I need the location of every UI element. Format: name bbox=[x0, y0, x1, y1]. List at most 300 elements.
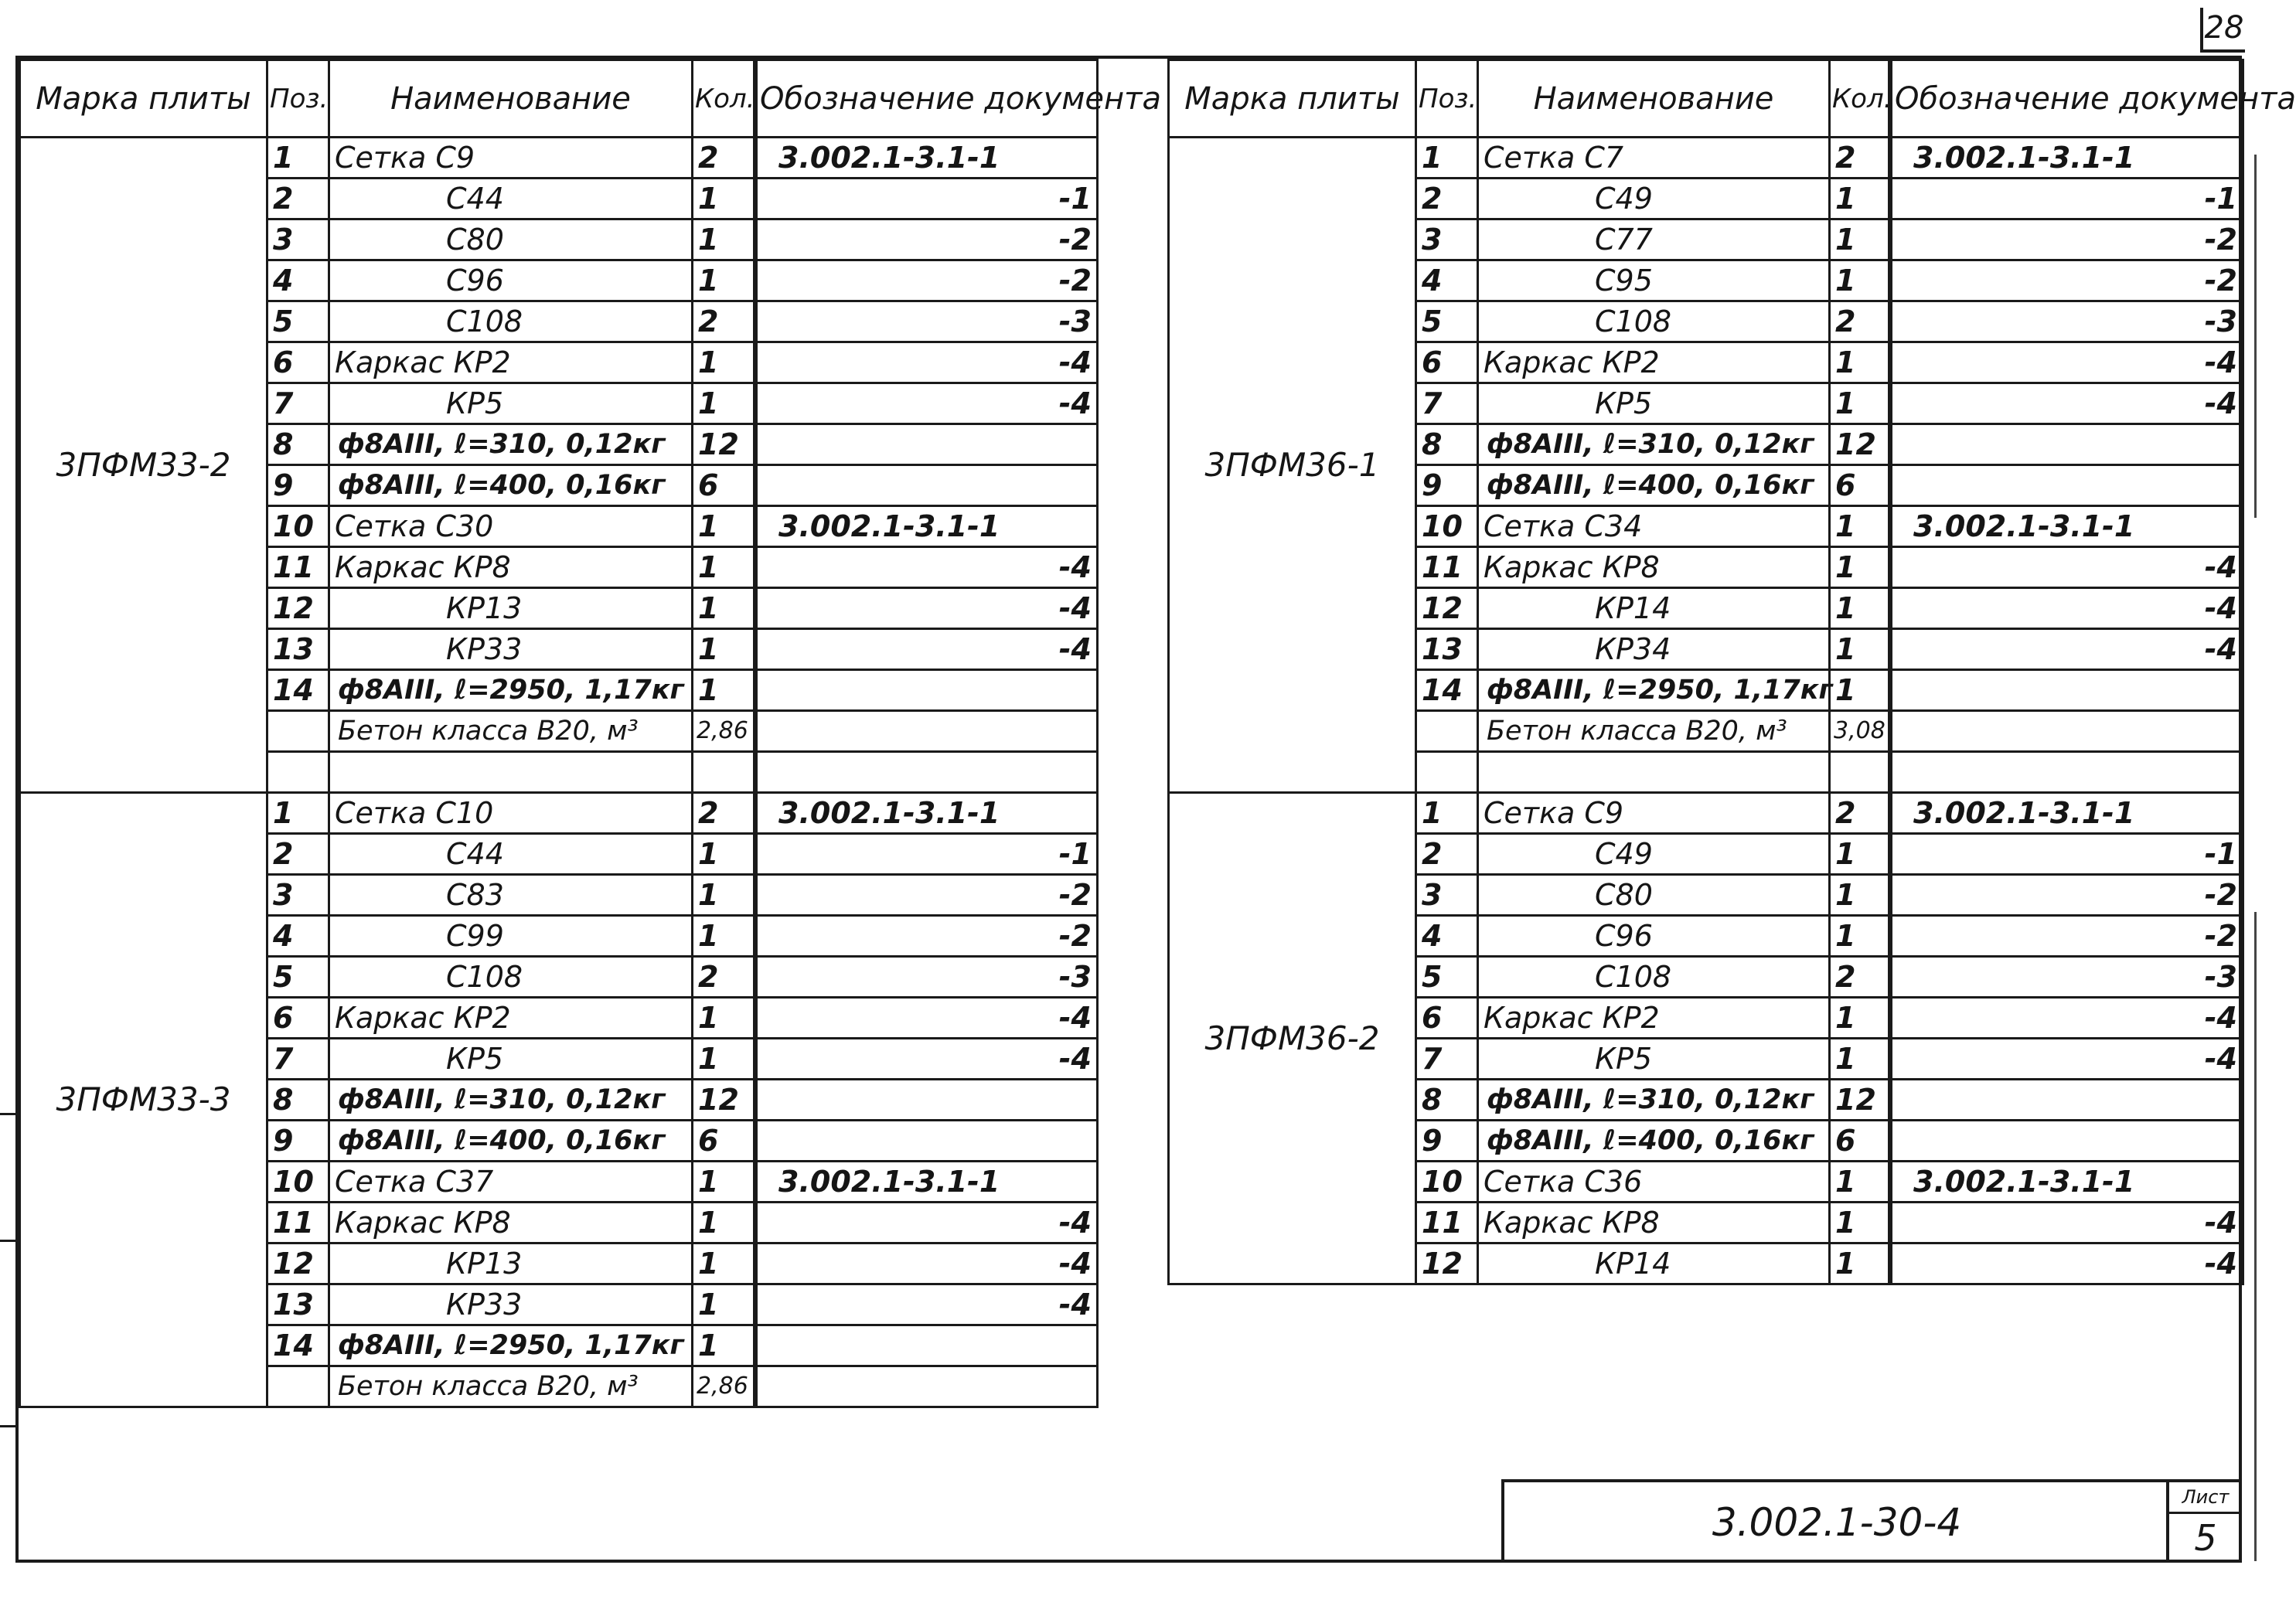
header-mark: Марка плиты bbox=[20, 60, 267, 138]
name-cell: КР14 bbox=[1478, 588, 1830, 629]
quantity-cell: 1 bbox=[1830, 588, 1892, 629]
name-cell: ф8АIII, ℓ=310, 0,12кг bbox=[329, 1080, 693, 1121]
name-cell: Каркас КР2 bbox=[329, 998, 693, 1039]
quantity-cell: 1 bbox=[693, 588, 757, 629]
document-cell: -4 bbox=[755, 629, 1098, 670]
quantity-cell: 6 bbox=[1830, 1121, 1892, 1162]
position-cell: 2 bbox=[267, 834, 329, 875]
document-cell: -4 bbox=[755, 1243, 1098, 1284]
position-cell: 7 bbox=[1416, 383, 1478, 424]
position-cell: 1 bbox=[1416, 793, 1478, 834]
position-cell: 3 bbox=[267, 219, 329, 260]
plate-mark: 3ПФМ36-2 bbox=[1169, 793, 1416, 1284]
quantity-cell: 1 bbox=[1830, 1039, 1892, 1080]
margin-tick bbox=[0, 1240, 17, 1242]
table-row bbox=[1889, 916, 2243, 957]
position-cell: 1 bbox=[267, 138, 329, 179]
name-cell bbox=[1478, 752, 1830, 793]
name-cell: КР34 bbox=[1478, 629, 1830, 670]
name-cell: КР5 bbox=[329, 1039, 693, 1080]
table-row bbox=[1889, 998, 2243, 1039]
name-cell: С96 bbox=[329, 260, 693, 301]
position-cell: 8 bbox=[267, 424, 329, 465]
name-cell: Бетон класса В20, м³ bbox=[1478, 711, 1830, 752]
quantity-cell bbox=[1830, 752, 1892, 793]
position-cell: 11 bbox=[267, 547, 329, 588]
table-row bbox=[1889, 711, 2243, 752]
name-cell: КР5 bbox=[1478, 1039, 1830, 1080]
document-cell: -4 bbox=[755, 547, 1098, 588]
name-cell: С80 bbox=[329, 219, 693, 260]
document-cell bbox=[1889, 465, 2243, 506]
name-cell: Сетка С34 bbox=[1478, 506, 1830, 547]
document-cell: -2 bbox=[1889, 219, 2243, 260]
table-row bbox=[1889, 875, 2243, 916]
document-code: 3.002.1-30-4 bbox=[1712, 1500, 1962, 1545]
table-row bbox=[755, 1366, 1098, 1407]
position-cell: 10 bbox=[1416, 1162, 1478, 1203]
position-cell: 4 bbox=[1416, 916, 1478, 957]
quantity-cell: 1 bbox=[1830, 219, 1892, 260]
table-row bbox=[1889, 138, 2243, 179]
plate-mark: 3ПФМ33-3 bbox=[20, 793, 267, 1407]
quantity-cell: 1 bbox=[693, 1039, 757, 1080]
document-cell: -2 bbox=[1889, 875, 2243, 916]
document-cell bbox=[755, 1325, 1098, 1366]
name-cell bbox=[329, 752, 693, 793]
position-cell: 6 bbox=[1416, 998, 1478, 1039]
table-row bbox=[755, 383, 1098, 424]
position-cell: 13 bbox=[267, 629, 329, 670]
table-row bbox=[755, 916, 1098, 957]
quantity-cell: 1 bbox=[1830, 998, 1892, 1039]
document-cell: -4 bbox=[755, 383, 1098, 424]
position-cell bbox=[1416, 752, 1478, 793]
position-cell: 6 bbox=[1416, 342, 1478, 383]
document-cell bbox=[755, 670, 1098, 711]
document-cell bbox=[1889, 1080, 2243, 1121]
document-cell bbox=[1889, 711, 2243, 752]
position-cell: 9 bbox=[1416, 1121, 1478, 1162]
table-row bbox=[1889, 793, 2243, 834]
position-cell: 8 bbox=[1416, 424, 1478, 465]
table-row bbox=[1169, 793, 1892, 834]
document-cell: -4 bbox=[1889, 1243, 2243, 1284]
table-row bbox=[1889, 424, 2243, 465]
name-cell: КР13 bbox=[329, 1243, 693, 1284]
quantity-cell: 1 bbox=[1830, 1203, 1892, 1243]
name-cell: ф8АIII, ℓ=2950, 1,17кг bbox=[329, 670, 693, 711]
position-cell: 1 bbox=[1416, 138, 1478, 179]
table-row bbox=[1889, 1039, 2243, 1080]
name-cell: Каркас КР8 bbox=[329, 1203, 693, 1243]
position-cell: 12 bbox=[267, 588, 329, 629]
document-cell: -3 bbox=[1889, 957, 2243, 998]
position-cell: 10 bbox=[267, 506, 329, 547]
quantity-cell: 1 bbox=[693, 342, 757, 383]
document-cell: -2 bbox=[755, 916, 1098, 957]
document-cell: -1 bbox=[755, 834, 1098, 875]
table-row bbox=[755, 506, 1098, 547]
document-cell: -3 bbox=[755, 957, 1098, 998]
document-cell bbox=[755, 1366, 1098, 1407]
title-block bbox=[1501, 1479, 2242, 1563]
name-cell: ф8АIII, ℓ=310, 0,12кг bbox=[1478, 1080, 1830, 1121]
position-cell: 11 bbox=[1416, 1203, 1478, 1243]
document-cell bbox=[755, 424, 1098, 465]
header-doc: Обозначение документа bbox=[755, 60, 1098, 138]
quantity-cell: 2 bbox=[1830, 793, 1892, 834]
table-row bbox=[755, 1080, 1098, 1121]
table-row bbox=[755, 793, 1098, 834]
quantity-cell: 1 bbox=[693, 834, 757, 875]
table-row bbox=[1889, 1243, 2243, 1284]
document-cell: -4 bbox=[1889, 547, 2243, 588]
document-cell: -2 bbox=[755, 219, 1098, 260]
table-row bbox=[1889, 588, 2243, 629]
table-row bbox=[755, 752, 1098, 793]
document-cell: -3 bbox=[755, 301, 1098, 342]
header-qty: Кол. bbox=[693, 60, 757, 138]
table-row bbox=[1889, 1121, 2243, 1162]
position-cell: 6 bbox=[267, 998, 329, 1039]
document-cell: -4 bbox=[1889, 588, 2243, 629]
name-cell: С49 bbox=[1478, 179, 1830, 219]
quantity-cell: 1 bbox=[693, 998, 757, 1039]
name-cell: С44 bbox=[329, 179, 693, 219]
document-cell: -4 bbox=[755, 1039, 1098, 1080]
margin-tick bbox=[0, 1425, 17, 1427]
position-cell: 2 bbox=[1416, 179, 1478, 219]
name-cell: С108 bbox=[329, 301, 693, 342]
document-cell: -1 bbox=[1889, 834, 2243, 875]
quantity-cell: 2 bbox=[693, 301, 757, 342]
name-cell: КР33 bbox=[329, 629, 693, 670]
position-cell: 2 bbox=[1416, 834, 1478, 875]
table-row bbox=[1889, 383, 2243, 424]
specification-table-right bbox=[1167, 59, 1892, 1285]
quantity-cell: 2 bbox=[1830, 138, 1892, 179]
document-cell: -4 bbox=[755, 588, 1098, 629]
position-cell: 10 bbox=[1416, 506, 1478, 547]
name-cell: Сетка С37 bbox=[329, 1162, 693, 1203]
position-cell: 12 bbox=[267, 1243, 329, 1284]
name-cell: ф8АIII, ℓ=310, 0,12кг bbox=[329, 424, 693, 465]
quantity-cell: 6 bbox=[693, 1121, 757, 1162]
quantity-cell: 1 bbox=[1830, 670, 1892, 711]
document-cell: -4 bbox=[1889, 383, 2243, 424]
quantity-cell: 1 bbox=[1830, 916, 1892, 957]
quantity-cell: 1 bbox=[693, 1203, 757, 1243]
position-cell: 8 bbox=[267, 1080, 329, 1121]
table-row bbox=[755, 588, 1098, 629]
margin-tick bbox=[0, 1113, 17, 1115]
quantity-cell: 1 bbox=[693, 629, 757, 670]
sheet-box bbox=[2166, 1482, 2242, 1563]
table-row bbox=[755, 547, 1098, 588]
quantity-cell: 1 bbox=[693, 1162, 757, 1203]
header-pos: Поз. bbox=[267, 60, 329, 138]
quantity-cell: 1 bbox=[693, 506, 757, 547]
quantity-cell: 6 bbox=[693, 465, 757, 506]
quantity-cell: 2,86 bbox=[693, 1366, 757, 1407]
document-cell bbox=[755, 1080, 1098, 1121]
table-row bbox=[755, 711, 1098, 752]
header-name: Наименование bbox=[329, 60, 693, 138]
table-row bbox=[755, 1162, 1098, 1203]
name-cell: ф8АIII, ℓ=2950, 1,17кг bbox=[329, 1325, 693, 1366]
document-cell: 3.002.1-3.1-1 bbox=[755, 793, 1098, 834]
position-cell: 11 bbox=[267, 1203, 329, 1243]
quantity-cell: 1 bbox=[693, 916, 757, 957]
quantity-cell: 1 bbox=[693, 1243, 757, 1284]
sheet-number: 5 bbox=[2194, 1517, 2217, 1559]
position-cell: 4 bbox=[267, 260, 329, 301]
quantity-cell: 1 bbox=[1830, 260, 1892, 301]
quantity-cell: 12 bbox=[693, 424, 757, 465]
document-cell: 3.002.1-3.1-1 bbox=[1889, 793, 2243, 834]
document-cell: -2 bbox=[1889, 916, 2243, 957]
table-row bbox=[1889, 670, 2243, 711]
position-cell: 12 bbox=[1416, 1243, 1478, 1284]
edge-mark bbox=[2254, 912, 2257, 1561]
table-row bbox=[1889, 547, 2243, 588]
quantity-cell: 12 bbox=[1830, 424, 1892, 465]
name-cell: С108 bbox=[1478, 957, 1830, 998]
position-cell: 9 bbox=[267, 1121, 329, 1162]
table-row bbox=[755, 138, 1098, 179]
position-cell bbox=[267, 1366, 329, 1407]
quantity-cell: 1 bbox=[693, 219, 757, 260]
document-cell: -4 bbox=[1889, 1203, 2243, 1243]
header-pos: Поз. bbox=[1416, 60, 1478, 138]
position-cell: 14 bbox=[267, 670, 329, 711]
name-cell: Сетка С9 bbox=[1478, 793, 1830, 834]
position-cell bbox=[267, 752, 329, 793]
document-cell: -1 bbox=[755, 179, 1098, 219]
quantity-cell: 1 bbox=[693, 1325, 757, 1366]
document-cell: -4 bbox=[1889, 629, 2243, 670]
name-cell: ф8АIII, ℓ=400, 0,16кг bbox=[329, 1121, 693, 1162]
quantity-cell: 1 bbox=[1830, 1162, 1892, 1203]
quantity-cell: 1 bbox=[1830, 506, 1892, 547]
position-cell: 14 bbox=[1416, 670, 1478, 711]
quantity-cell: 1 bbox=[1830, 1243, 1892, 1284]
position-cell bbox=[1416, 711, 1478, 752]
table-row bbox=[755, 301, 1098, 342]
name-cell: Каркас КР8 bbox=[1478, 1203, 1830, 1243]
specification-table-right-doc bbox=[1888, 59, 2296, 1285]
position-cell: 4 bbox=[267, 916, 329, 957]
name-cell: Каркас КР8 bbox=[329, 547, 693, 588]
position-cell: 13 bbox=[1416, 629, 1478, 670]
table-row bbox=[1889, 1203, 2243, 1243]
name-cell: С49 bbox=[1478, 834, 1830, 875]
table-header-row bbox=[755, 60, 1098, 138]
name-cell: ф8АIII, ℓ=400, 0,16кг bbox=[329, 465, 693, 506]
position-cell: 4 bbox=[1416, 260, 1478, 301]
position-cell bbox=[267, 711, 329, 752]
name-cell: С99 bbox=[329, 916, 693, 957]
position-cell: 9 bbox=[267, 465, 329, 506]
document-cell: -2 bbox=[1889, 260, 2243, 301]
header-name: Наименование bbox=[1478, 60, 1830, 138]
table-row bbox=[755, 342, 1098, 383]
document-cell bbox=[755, 711, 1098, 752]
specification-table-left-doc bbox=[753, 59, 1161, 1408]
document-cell: 3.002.1-3.1-1 bbox=[755, 138, 1098, 179]
table-row bbox=[755, 179, 1098, 219]
name-cell: С108 bbox=[1478, 301, 1830, 342]
quantity-cell: 1 bbox=[693, 383, 757, 424]
table-row bbox=[755, 875, 1098, 916]
document-cell: 3.002.1-3.1-1 bbox=[1889, 138, 2243, 179]
table-row bbox=[1889, 752, 2243, 793]
table-row bbox=[1169, 138, 1892, 179]
quantity-cell bbox=[693, 752, 757, 793]
table-row bbox=[1889, 834, 2243, 875]
document-cell bbox=[1889, 1121, 2243, 1162]
position-cell: 5 bbox=[1416, 957, 1478, 998]
table-row bbox=[755, 1284, 1098, 1325]
document-cell bbox=[1889, 752, 2243, 793]
table-row bbox=[1889, 629, 2243, 670]
quantity-cell: 2 bbox=[693, 957, 757, 998]
table-row bbox=[1889, 1080, 2243, 1121]
table-row bbox=[755, 1325, 1098, 1366]
table-header-row bbox=[1889, 60, 2243, 138]
document-cell: -3 bbox=[1889, 301, 2243, 342]
document-cell: -2 bbox=[755, 875, 1098, 916]
table-row bbox=[1889, 301, 2243, 342]
document-cell bbox=[755, 752, 1098, 793]
name-cell: КР5 bbox=[329, 383, 693, 424]
table-row bbox=[755, 260, 1098, 301]
table-row bbox=[1889, 1162, 2243, 1203]
quantity-cell: 2 bbox=[1830, 957, 1892, 998]
table-row bbox=[755, 219, 1098, 260]
table-row bbox=[755, 998, 1098, 1039]
quantity-cell: 1 bbox=[1830, 875, 1892, 916]
document-cell bbox=[755, 465, 1098, 506]
position-cell: 7 bbox=[267, 383, 329, 424]
document-cell: -4 bbox=[755, 998, 1098, 1039]
quantity-cell: 1 bbox=[1830, 629, 1892, 670]
name-cell: КР33 bbox=[329, 1284, 693, 1325]
name-cell: Бетон класса В20, м³ bbox=[329, 1366, 693, 1407]
position-cell: 8 bbox=[1416, 1080, 1478, 1121]
name-cell: ф8АIII, ℓ=310, 0,12кг bbox=[1478, 424, 1830, 465]
name-cell: С80 bbox=[1478, 875, 1830, 916]
name-cell: КР5 bbox=[1478, 383, 1830, 424]
quantity-cell: 1 bbox=[1830, 383, 1892, 424]
quantity-cell: 1 bbox=[1830, 547, 1892, 588]
table-row bbox=[1889, 260, 2243, 301]
document-cell: -2 bbox=[755, 260, 1098, 301]
name-cell: ф8АIII, ℓ=400, 0,16кг bbox=[1478, 1121, 1830, 1162]
document-cell: 3.002.1-3.1-1 bbox=[755, 1162, 1098, 1203]
table-row bbox=[1889, 179, 2243, 219]
table-row bbox=[755, 424, 1098, 465]
document-cell bbox=[755, 1121, 1098, 1162]
table-header-row bbox=[1169, 60, 1892, 138]
table-row bbox=[755, 1039, 1098, 1080]
document-cell: -4 bbox=[755, 1284, 1098, 1325]
quantity-cell: 12 bbox=[1830, 1080, 1892, 1121]
position-cell: 9 bbox=[1416, 465, 1478, 506]
name-cell: С95 bbox=[1478, 260, 1830, 301]
quantity-cell: 2 bbox=[693, 138, 757, 179]
name-cell: Каркас КР8 bbox=[1478, 547, 1830, 588]
header-doc: Обозначение документа bbox=[1889, 60, 2243, 138]
position-cell: 6 bbox=[267, 342, 329, 383]
name-cell: ф8АIII, ℓ=2950, 1,17кг bbox=[1478, 670, 1830, 711]
position-cell: 7 bbox=[1416, 1039, 1478, 1080]
name-cell: Сетка С30 bbox=[329, 506, 693, 547]
quantity-cell: 3,08 bbox=[1830, 711, 1892, 752]
page-number: 28 bbox=[2200, 8, 2245, 53]
table-row bbox=[1889, 957, 2243, 998]
name-cell: Каркас КР2 bbox=[1478, 998, 1830, 1039]
name-cell: Сетка С9 bbox=[329, 138, 693, 179]
document-cell bbox=[1889, 424, 2243, 465]
quantity-cell: 1 bbox=[693, 875, 757, 916]
name-cell: Сетка С7 bbox=[1478, 138, 1830, 179]
quantity-cell: 1 bbox=[1830, 834, 1892, 875]
name-cell: Сетка С36 bbox=[1478, 1162, 1830, 1203]
quantity-cell: 1 bbox=[693, 1284, 757, 1325]
table-row bbox=[20, 793, 757, 834]
table-row bbox=[755, 670, 1098, 711]
position-cell: 5 bbox=[1416, 301, 1478, 342]
table-row bbox=[1889, 342, 2243, 383]
quantity-cell: 1 bbox=[693, 670, 757, 711]
position-cell: 5 bbox=[267, 301, 329, 342]
document-cell: 3.002.1-3.1-1 bbox=[755, 506, 1098, 547]
quantity-cell: 2 bbox=[1830, 301, 1892, 342]
document-cell: 3.002.1-3.1-1 bbox=[1889, 506, 2243, 547]
document-cell: -1 bbox=[1889, 179, 2243, 219]
table-row bbox=[755, 1243, 1098, 1284]
name-cell: ф8АIII, ℓ=400, 0,16кг bbox=[1478, 465, 1830, 506]
document-cell: -4 bbox=[1889, 998, 2243, 1039]
document-cell: -4 bbox=[755, 342, 1098, 383]
name-cell: КР13 bbox=[329, 588, 693, 629]
position-cell: 3 bbox=[267, 875, 329, 916]
position-cell: 2 bbox=[267, 179, 329, 219]
sheet-label: Лист bbox=[2169, 1482, 2242, 1514]
table-header-row bbox=[20, 60, 757, 138]
name-cell: С44 bbox=[329, 834, 693, 875]
position-cell: 5 bbox=[267, 957, 329, 998]
header-qty: Кол. bbox=[1830, 60, 1892, 138]
document-cell: 3.002.1-3.1-1 bbox=[1889, 1162, 2243, 1203]
table-row bbox=[755, 1203, 1098, 1243]
position-cell: 1 bbox=[267, 793, 329, 834]
quantity-cell: 6 bbox=[1830, 465, 1892, 506]
quantity-cell: 2,86 bbox=[693, 711, 757, 752]
position-cell: 10 bbox=[267, 1162, 329, 1203]
name-cell: С108 bbox=[329, 957, 693, 998]
quantity-cell: 1 bbox=[693, 179, 757, 219]
position-cell: 3 bbox=[1416, 875, 1478, 916]
plate-mark: 3ПФМ36-1 bbox=[1169, 138, 1416, 793]
table-row bbox=[1889, 465, 2243, 506]
table-row bbox=[755, 957, 1098, 998]
table-row bbox=[1889, 506, 2243, 547]
name-cell: Бетон класса В20, м³ bbox=[329, 711, 693, 752]
document-cell: -4 bbox=[1889, 342, 2243, 383]
